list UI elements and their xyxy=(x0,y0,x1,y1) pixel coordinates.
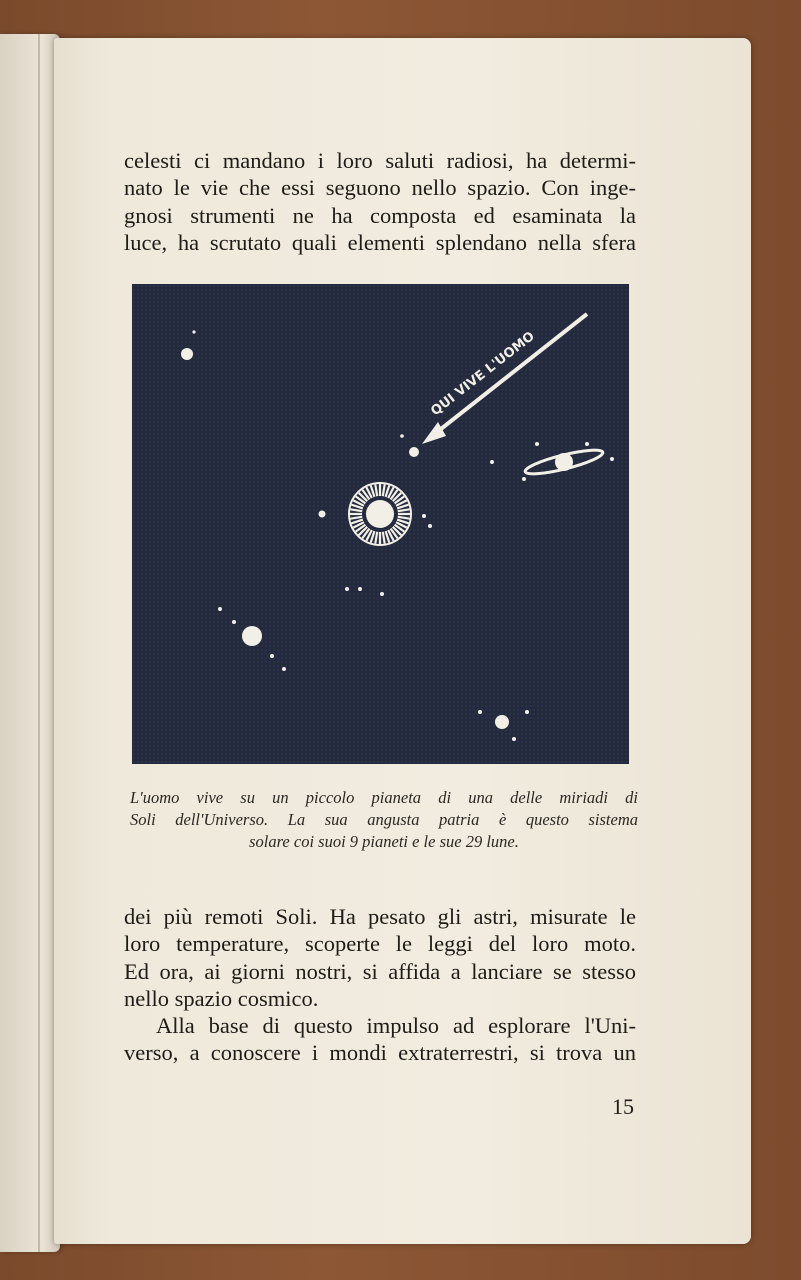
moon-dot xyxy=(400,434,404,438)
arrow-label: QUI VIVE L'UOMO xyxy=(428,329,538,420)
planet-icon xyxy=(319,511,326,518)
moon-dot xyxy=(232,620,236,624)
moon-dot xyxy=(512,737,516,741)
top-paragraph xyxy=(124,147,636,256)
text-line: verso, a conoscere i mondi extraterrestri, si trova un xyxy=(124,1040,636,1066)
planet-icon xyxy=(495,715,509,729)
sun-icon xyxy=(366,500,394,528)
solar-system-illustration xyxy=(132,284,629,764)
text-line: dei più remoti Soli. Ha pesato gli astri, misurate le xyxy=(124,904,636,929)
moon-dot xyxy=(270,654,274,658)
earth-icon xyxy=(409,447,419,457)
text-line: gnosi strumenti ne ha composta ed esaminata la xyxy=(124,202,636,228)
caption-line: Soli dell'Universo. La sua angusta patria è questo sistema xyxy=(130,810,638,829)
text-line: nello spazio cosmico. xyxy=(124,985,319,1011)
text-line: celesti ci mandano i loro saluti radiosi, ha determi- xyxy=(124,148,636,173)
moon-dot xyxy=(490,460,494,464)
moon-dot xyxy=(522,477,526,481)
page-number: 15 xyxy=(612,1094,634,1119)
text-line: nato le vie che essi seguono nello spazio. Con inge- xyxy=(124,175,636,201)
moon-dot xyxy=(585,442,589,446)
figure-caption xyxy=(130,787,638,853)
text-line: loro temperature, scoperte le leggi del loro moto. xyxy=(124,931,636,957)
moon-dot xyxy=(525,710,529,714)
caption-line: solare coi suoi 9 pianeti e le sue 29 lune. xyxy=(249,832,519,851)
moon-dot xyxy=(358,587,362,591)
bottom-paragraphs xyxy=(124,903,636,1067)
planet-icon xyxy=(181,348,193,360)
caption-line: L'uomo vive su un piccolo pianeta di una delle miriadi di xyxy=(130,788,638,807)
moon-dot xyxy=(192,330,195,333)
moon-dot xyxy=(610,457,614,461)
moon-dot xyxy=(218,607,222,611)
moon-dot xyxy=(380,592,384,596)
text-line: luce, ha scrutato quali elementi splendano nella sfera xyxy=(124,229,636,255)
moon-dot xyxy=(428,524,432,528)
moon-dot xyxy=(282,667,286,671)
facing-page-edge xyxy=(0,34,60,1252)
text-line: Alla base di questo impulso ad esplorare l'Uni- xyxy=(156,1013,636,1039)
arrow-icon xyxy=(422,314,587,444)
moon-dot xyxy=(345,587,349,591)
moon-dot xyxy=(535,442,539,446)
planet-icon xyxy=(242,626,262,646)
text-line: Ed ora, ai giorni nostri, si affida a lanciare se stesso xyxy=(124,958,636,984)
illustration-drawing xyxy=(132,284,629,764)
moon-dot xyxy=(478,710,482,714)
page-crease xyxy=(38,34,40,1252)
moon-dot xyxy=(422,514,426,518)
